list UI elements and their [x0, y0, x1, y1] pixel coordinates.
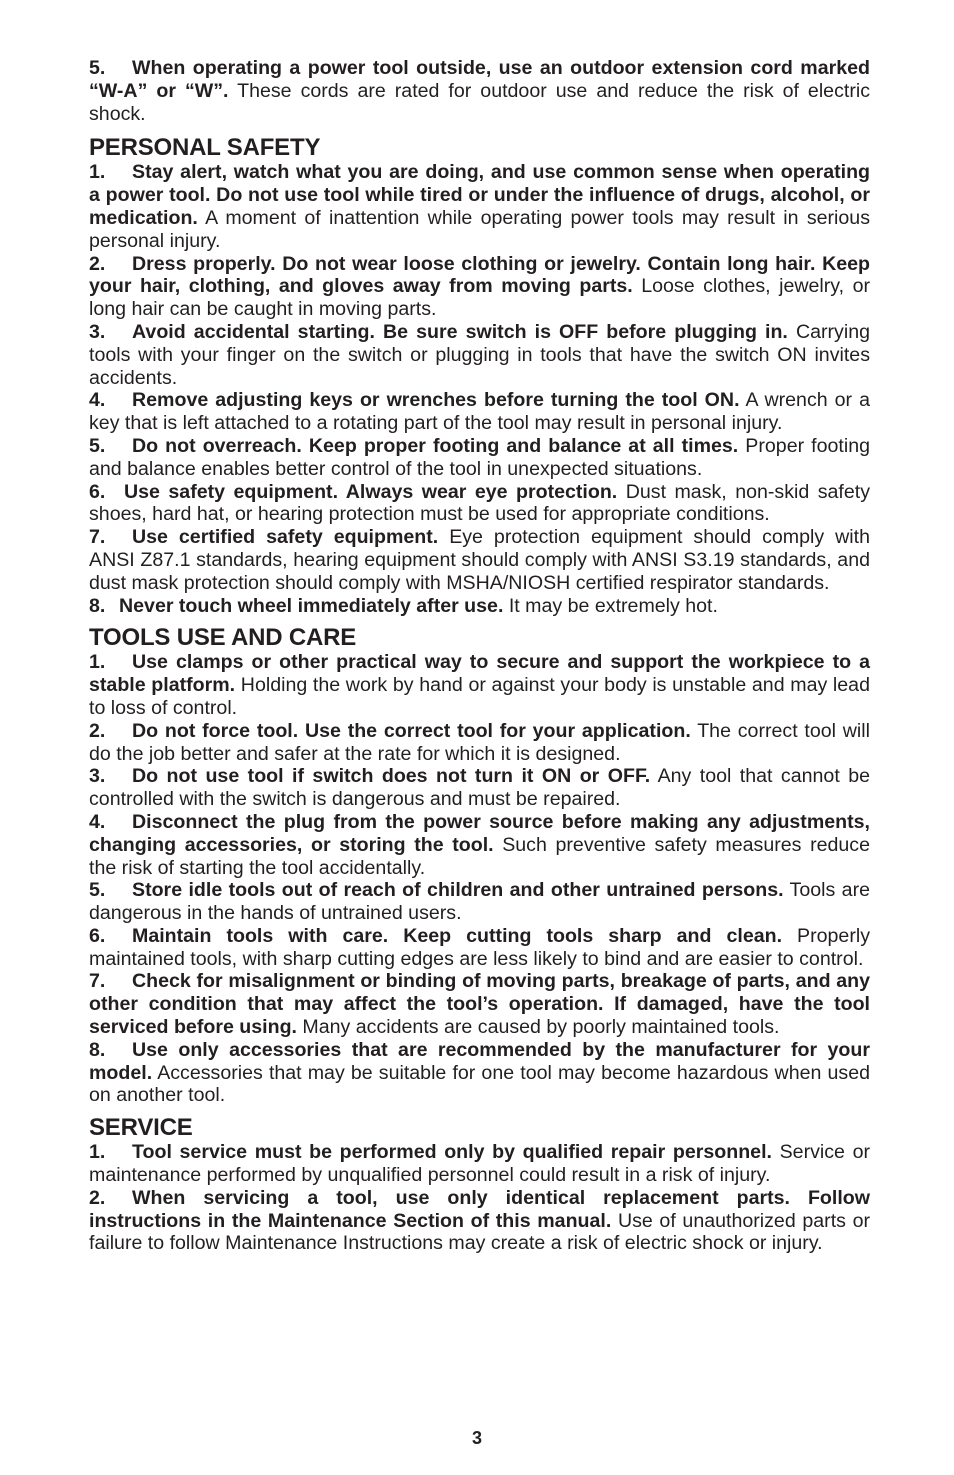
item-number: 3. [89, 765, 106, 788]
item-rule: When servicing a tool, use only identical replacement parts. Follow instructions in the Maintenance Section of this manual. [89, 1186, 870, 1232]
item-number: 5. [89, 434, 106, 457]
item-explanation: Loose clothes, jewelry, or long hair can be caught in moving parts. [89, 275, 870, 321]
item-number: 7. [89, 526, 106, 549]
item-rule: Maintain tools with care. Keep cutting tools sharp and clean. [132, 924, 783, 947]
item-number: 4. [89, 810, 106, 833]
personal-safety-item [89, 253, 870, 321]
item-number: 2. [89, 1186, 106, 1209]
personal-safety-item [89, 321, 870, 389]
item-rule: Dress properly. Do not wear loose clothing or jewelry. Contain long hair. Keep your hair, clothing, and gloves away from moving parts. [89, 252, 870, 298]
item-rule: When operating a power tool outside, use an outdoor extension cord marked “W-A” or “W”. [89, 57, 870, 102]
item-rule: Check for misalignment or binding of moving parts, breakage of parts, and any other condition that may affect the tool’s operation. If damaged, have the tool serviced before using. [89, 970, 870, 1039]
item-explanation: Holding the work by hand or against your body is unstable and may lead to loss of control. [89, 674, 870, 719]
item-number: 1. [89, 651, 106, 674]
tools-care-item [89, 1039, 870, 1107]
item-rule: Tool service must be performed only by qualified repair personnel. [132, 1141, 772, 1164]
item-explanation: The correct tool will do the job better and safer at the rate for which it is designed. [89, 719, 870, 765]
item-explanation: Many accidents are caused by poorly maintained tools. [296, 1016, 780, 1039]
tools-care-item [89, 925, 870, 971]
item-number: 8. [89, 1038, 106, 1061]
tools-care-item [89, 970, 870, 1038]
item-explanation: Dust mask, non-skid safety shoes, hard hat, or hearing protection must be used for appropriate conditions. [89, 480, 871, 526]
item-number: 3. [89, 320, 106, 343]
personal-safety-item [89, 526, 870, 594]
item-number: 6. [89, 924, 106, 947]
tools-care-item [89, 765, 870, 811]
item-rule: Disconnect the plug from the power source before making any adjustments, changing accessories, or storing the tool. [89, 810, 870, 856]
item-number: 7. [89, 970, 106, 993]
section-heading-personal-safety: PERSONAL SAFETY [89, 134, 321, 162]
item-explanation: Proper footing and balance enables better control of the tool in unexpected situations. [89, 434, 871, 480]
item-number: 8. [89, 594, 106, 617]
item-rule: Stay alert, watch what you are doing, and use common sense when operating a power tool. Do not use tool while tired or under the influence of drugs, alcohol, or medication. [89, 161, 870, 229]
item-explanation: A wrench or a key that is left attached to a rotating part of the tool may result in personal injury. [89, 389, 870, 435]
item-rule: Use certified safety equipment. [132, 526, 439, 549]
item-number: 1. [89, 1141, 106, 1164]
item-number: 5. [89, 879, 106, 902]
section-heading-service: SERVICE [89, 1114, 193, 1142]
item-explanation: Such preventive safety measures reduce the risk of starting the tool accidentally. [89, 833, 870, 879]
manual-page [89, 57, 870, 1255]
item-rule: Use clamps or other practical way to secure and support the workpiece to a stable platform. [89, 651, 870, 697]
item-number: 4. [89, 389, 106, 412]
section-heading-tools-use-and-care: TOOLS USE AND CARE [89, 624, 357, 652]
item-number: 2. [89, 252, 106, 275]
item-explanation: These cords are rated for outdoor use and reduce the risk of electric shock. [89, 79, 870, 125]
item-rule: Do not use tool if switch does not turn it ON or OFF. [132, 765, 651, 788]
personal-safety-item [89, 161, 870, 252]
item-rule: Avoid accidental starting. Be sure switch is OFF before plugging in. [132, 320, 788, 343]
item-rule: Do not overreach. Keep proper footing and balance at all times. [132, 434, 739, 457]
item-rule: Never touch wheel immediately after use. [119, 594, 504, 617]
item-explanation: Any tool that cannot be controlled with the switch is dangerous and must be repaired. [89, 765, 870, 811]
service-item [89, 1141, 870, 1187]
item-rule: Use safety equipment. Always wear eye protection. [124, 480, 618, 503]
item-explanation: Use of unauthorized parts or failure to follow Maintenance Instructions may create a risk of electric shock or injury. [89, 1209, 870, 1255]
item-explanation: Service or maintenance performed by unqualified personnel could result in a risk of injury. [89, 1141, 870, 1187]
item-rule: Do not force tool. Use the correct tool for your application. [132, 719, 691, 742]
item-number: 5. [89, 57, 106, 79]
item-explanation: It may be extremely hot. [503, 594, 718, 617]
item-rule: Use only accessories that are recommended by the manufacturer for your model. [89, 1038, 870, 1084]
service-item [89, 1187, 870, 1255]
personal-safety-item [89, 389, 870, 435]
item-number: 6. [89, 480, 106, 503]
personal-safety-item [89, 595, 870, 618]
item-explanation: Properly maintained tools, with sharp cutting edges are less likely to bind and are easier to control. [89, 924, 870, 970]
page-number: 3 [471, 1428, 482, 1448]
tools-care-item [89, 651, 870, 719]
tools-care-item [89, 879, 870, 925]
item-rule: Store idle tools out of reach of children and other untrained persons. [132, 879, 784, 902]
tools-care-item [89, 811, 870, 879]
item-number: 2. [89, 719, 106, 742]
personal-safety-item [89, 481, 870, 527]
personal-safety-item [89, 435, 870, 481]
item-rule: Remove adjusting keys or wrenches before turning the tool ON. [132, 389, 740, 412]
tools-care-item [89, 720, 870, 766]
intro-item-5 [89, 57, 870, 125]
item-explanation: A moment of inattention while operating power tools may result in serious personal injury. [89, 206, 870, 252]
item-explanation: Tools are dangerous in the hands of untrained users. [89, 879, 870, 925]
item-number: 1. [89, 161, 106, 184]
item-explanation: Eye protection equipment should comply with ANSI Z87.1 standards, hearing equipment should comply with ANSI S3.19 standards, and dust mask protection should comply with MSHA/NIOSH certified respirator standards. [89, 526, 870, 594]
item-explanation: Accessories that may be suitable for one tool may become hazardous when used on another tool. [89, 1061, 870, 1107]
item-explanation: Carrying tools with your finger on the switch or plugging in tools that have the switch ON invites accidents. [89, 320, 870, 389]
